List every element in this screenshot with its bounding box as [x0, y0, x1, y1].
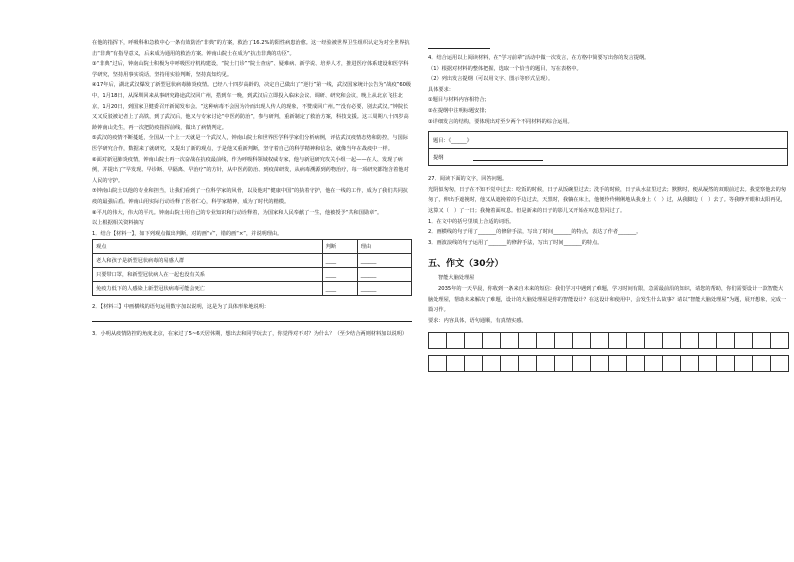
writing-grid-cell[interactable] [627, 333, 645, 349]
writing-grid-cell[interactable] [429, 356, 447, 372]
writing-grid-cell[interactable] [519, 356, 537, 372]
outline-title-field[interactable]: 题目：《______》 [433, 137, 472, 144]
writing-grid[interactable] [428, 355, 789, 372]
answer-line[interactable] [92, 313, 412, 322]
section-heading: 五、作文（30分） [428, 259, 504, 270]
writing-grid-cell[interactable] [591, 333, 609, 349]
writing-grid-cell[interactable] [735, 333, 753, 349]
column-header: 观点 [93, 240, 323, 254]
sub-question: 1．在文中的括号里填上合适的词语。 [428, 218, 515, 225]
writing-grid-cell[interactable] [627, 356, 645, 372]
judgment-answer-field[interactable]: ____ [322, 282, 357, 296]
question-4-item: （2）列出发言提纲（可以用文字、图示等形式呈现）。 [428, 76, 554, 83]
outline-field[interactable] [429, 148, 787, 165]
writing-grid-cell[interactable] [573, 333, 591, 349]
writing-grid-cell[interactable] [771, 333, 789, 349]
question-2: 2．【材料三】中画横线的语句运用数字加以说明，这是为了具体形象地说明： [92, 304, 270, 311]
outline-box [428, 131, 788, 166]
requirement-item: ②在提纲中注明标题安排； [428, 107, 490, 114]
requirements-label: 具体要求： [428, 86, 454, 93]
reading-paragraph: ④17年后，湖北武汉爆发了新型冠状病毒肺炎疫情。已经八十四岁高龄的，决定自己做出了“逆行”第一线，武汉国家统计公告为“战疫”60级中，1月18日，从深圳回来从事研究路途武汉回广州，搭到车一晚，到武汉后立即投入临床会议、调研、研究和会议，晚上从北京飞往北京，1月20日，到国家卫健委召开新闻发布会。“这种病毒不会因为冷而出现人传人的现象，不赞成回广州。”“没有必要，别去武汉。”钟院长又又反驳被记者上了高铁，到了武汉后，他又与专家讨论“中医药防治”，参与研判，重新制定了救治方案，科技支援。这三周期八十四岁高龄钟南山先生，再一次把防疫指挥前线，做出了病情判定。 [92, 82, 412, 131]
section-label: 以上根据相关资料摘写 [92, 220, 144, 227]
writing-grid-cell[interactable] [447, 356, 465, 372]
writing-grid-cell[interactable] [483, 356, 501, 372]
sub-question: 2．画横线的句子用了_______的修辞手法，写出了时间_______的特点，表达了作者_______。 [428, 229, 642, 236]
reading-paragraph: ⑧平凡的伟大，伟大的平凡。钟南山院士用自己的专业知识和行动诠释着，为国家和人民奉献了一生，他被授予“共和国勋章”。 [92, 209, 383, 216]
right-column [428, 38, 788, 372]
table-row [93, 254, 412, 268]
writing-grid-cell[interactable] [735, 356, 753, 372]
writing-grid-cell[interactable] [645, 333, 663, 349]
outline-blank[interactable] [473, 154, 543, 161]
table-header-row [93, 240, 412, 254]
writing-grid-cell[interactable] [519, 333, 537, 349]
judgment-table [92, 239, 412, 296]
reading-paragraph: ③“非典”过后，钟南山院士积极为中呼吸医疗机构建设，“院士门诊”“院士查房”、疑难病、新学说、培养人才，推进医疗体系建设和医学科学研究，坚持用事实说话，坚持用实验判断，坚持真知灼见。 [92, 61, 409, 78]
reading-passage: 光阴似匆匆，日子在不知不觉中过去：吃饭的时候，日子从饭碗里过去；洗手的时候，日子从水盆里过去；默默时，便从凝然的双眼前过去。我觉察他去的匆匆了，伸出手遮挽时，他又从遮挽着的手边过去，天黑时，我躺在床上，他便伶伶俐俐地从我身上（ ）过，从我脚边（ ）去了。等我睁开眼和太阳再见，这算又（ ）了一日；我掩着面叹息。但是新来的日子的影儿又开始在叹息里闪过了。 [428, 186, 786, 214]
requirement-item: ③详细发言的结构，要体现出对至少两个不同材料的综合运用。 [428, 118, 573, 125]
writing-grid-cell[interactable] [681, 356, 699, 372]
writing-grid-cell[interactable] [483, 333, 501, 349]
question-1: 1．结合【材料一】，如下列观点做出判断，对的画“√”，错的画“×”，并说明理由。 [92, 230, 283, 237]
writing-grid-cell[interactable] [717, 333, 735, 349]
question-4: 4．结合运用以上阅读材料，在“学习前辈”活动中做一次发言，在方格中简要写出你的发言提纲。 [428, 55, 650, 61]
writing-grid-cell[interactable] [555, 333, 573, 349]
writing-grid-cell[interactable] [717, 356, 735, 372]
writing-grid-cell[interactable] [573, 356, 591, 372]
table-cell: 老人和孩子是新型冠状病毒的易感人群 [93, 254, 323, 268]
writing-grid-cell[interactable] [681, 333, 699, 349]
writing-grid-cell[interactable] [429, 333, 447, 349]
table-cell: 免疫力低下的人感染上新型冠状病毒可能会死亡 [93, 282, 323, 296]
reading-paragraph: 在他的指挥下，呼吸科和急救中心一条有效防治“非典”的方案，救治了16.2%的阳性病患治愈。这一经验被世界卫生组织认定为对全世界抗击“非典”有指导意义，后来成为通用的救治方案。钟南山院士在成为“抗击非典的功臣”。 [92, 40, 410, 57]
judgment-answer-field[interactable]: ____ [322, 254, 357, 268]
writing-grid-cell[interactable] [537, 356, 555, 372]
essay-prompt: 2035年的一天早晨，你收到一条来自未来的短信：我们学习中遇到了难题，学习时间有限，急需最前沿的知识，请您的帮助，你们需要设计一款智能大脑处理屋，帮助未来解决了难题，设计的大脑处理屋是你的智能设计？在这设计和使用中，会发生什么故事？请以“智能大脑处理屋”为题，展开想象，完成一篇习作。 [428, 285, 787, 314]
writing-grid-cell[interactable] [663, 356, 681, 372]
column-header: 判断 [322, 240, 357, 254]
table-cell: 只要带口罩，和新型冠状病人在一起也没有关系 [93, 268, 323, 282]
question-27: 27．阅读下面的文字，回答问题。 [428, 176, 508, 183]
question-4-item: （1）根据对材料的整体把握，选取一个恰当的题目，写在表格中。 [428, 65, 582, 72]
essay-requirements: 要求：内容具体，语句通顺，有真情实感。 [428, 317, 527, 324]
writing-grid-cell[interactable] [501, 356, 519, 372]
answer-line[interactable] [428, 38, 490, 49]
sub-question: 3．画波浪线的句子运用了_______的修辞手法，写出了时间_______的特点。 [428, 239, 603, 246]
judgment-answer-field[interactable]: ____ [322, 268, 357, 282]
writing-grid-cell[interactable] [645, 356, 663, 372]
table-row [93, 268, 412, 282]
left-column [92, 38, 412, 339]
reading-paragraph: ⑤武汉的疫情不断蔓延，全国从一个上一天就是一个武汉人，钟南山院士和世界医学科学家们分析病例，评估武汉疫情态势和防控，与国际医学研究合作，数据来了就研究，又提出了新的观点，于是他又重新判断，坚守着自己的科学精神和信念，就像当年在战疫中一样。 [92, 135, 408, 152]
writing-grid-cell[interactable] [591, 356, 609, 372]
writing-grid-cell[interactable] [753, 356, 771, 372]
writing-grid-cell[interactable] [609, 356, 627, 372]
reason-answer-field[interactable]: ______ [357, 268, 411, 282]
writing-grid-cell[interactable] [609, 333, 627, 349]
reason-answer-field[interactable]: ______ [357, 282, 411, 296]
reading-paragraph: ⑦钟南山院士以他的专业和担当，让我们看到了一位科学家的风骨，以及他对“健康中国”的执着守护，他在一线的工作，成为了我们共同抗疫的最强后盾。钟南山用实际行动诠释了医者仁心，科学家精神，成为了时代的楷模。 [92, 188, 409, 205]
writing-grid-cell[interactable] [753, 333, 771, 349]
writing-grid[interactable] [428, 332, 789, 349]
column-header: 理由 [357, 240, 411, 254]
writing-grid-cell[interactable] [447, 333, 465, 349]
writing-grid-cell[interactable] [663, 333, 681, 349]
reason-answer-field[interactable]: ______ [357, 254, 411, 268]
writing-grid-cell[interactable] [501, 333, 519, 349]
outline-label: 提纲 [433, 154, 444, 161]
reading-paragraph: ⑥面对新冠肺炎疫情，钟南山院士再一次奋战在抗疫最前线，作为呼吸科领域权威专家，他与新冠研究攻关小组一起——在人、发现了病例，并提出了“早发现、早诊断、早隔离、早治疗”的方针，从中医药防治、到疫苗研发，从病毒溯源到药物治疗，每一项研究都饱含着他对人民的守护。 [92, 156, 409, 184]
essay-title: 智能大脑处理屋 [438, 275, 475, 282]
table-row [93, 282, 412, 296]
writing-grid-cell[interactable] [699, 356, 717, 372]
writing-grid-cell[interactable] [537, 333, 555, 349]
writing-grid-cell[interactable] [465, 356, 483, 372]
writing-grid-cell[interactable] [465, 333, 483, 349]
question-3: 3．小明从疫情防控的角度北京，在家过了5~6天居休期，想出去和同学玩去了，你觉得对不对？为什么？（至少结合两则材料加以说明） [92, 330, 408, 337]
writing-grid-cell[interactable] [771, 356, 789, 372]
writing-grid-cell[interactable] [699, 333, 717, 349]
writing-grid-cell[interactable] [555, 356, 573, 372]
requirement-item: ①题目与材料内容相符合； [428, 97, 490, 104]
